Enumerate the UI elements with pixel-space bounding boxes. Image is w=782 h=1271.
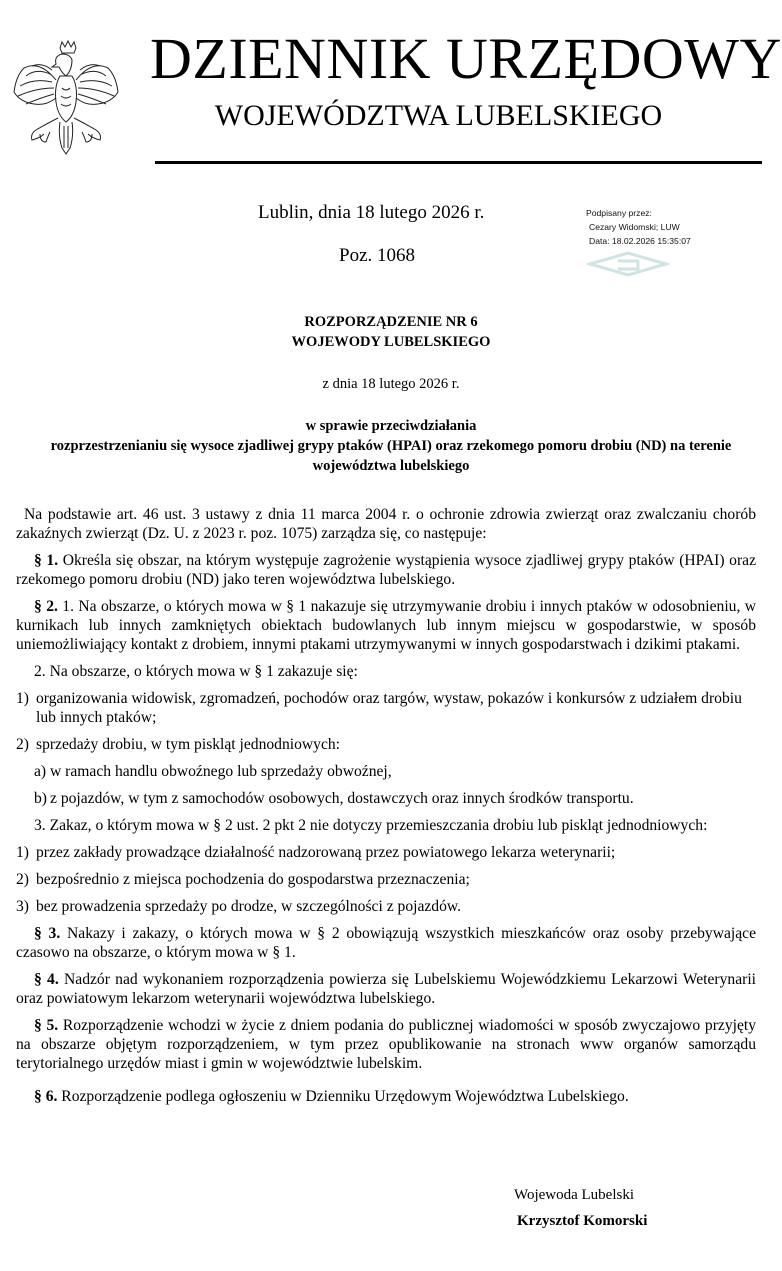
list-item-text: organizowania widowisk, zgromadzeń, pochodów oraz targów, wystaw, pokazów i konkursów z udziałem drobiu lub innych ptaków; (36, 690, 742, 726)
document-header (0, 312, 782, 476)
list-item-number: 2) (16, 736, 29, 753)
list-item-text: bezpośrednio z miejsca pochodzenia do gospodarstwa przeznaczenia; (36, 871, 470, 888)
paragraph-text: Określa się obszar, na którym występuje zagrożenie wystąpienia wysoce zjadliwej grypy ptaków (HPAI) oraz rzekomego pomoru drobiu (ND) jako teren województwa lubelskiego. (16, 552, 756, 588)
paragraph-4 (16, 970, 756, 1008)
signature-label: Podpisany przez: (586, 208, 652, 218)
paragraph-2-ust-3: 3. Zakaz, o którym mowa w § 2 ust. 2 pkt 2 nie dotyczy przemieszczania drobiu lub piskląt jednodniowych: (34, 817, 708, 834)
paragraph-text: Rozporządzenie podlega ogłoszeniu w Dzienniku Urzędowym Województwa Lubelskiego. (57, 1088, 629, 1105)
list-item-text: przez zakłady prowadzące działalność nadzorowaną przez powiatowego lekarza weterynarii; (36, 844, 616, 861)
list-item-number: 3) (16, 898, 29, 915)
paragraph-3 (16, 924, 756, 962)
position-number: Poz. 1068 (339, 245, 415, 266)
document-date: z dnia 18 lutego 2026 r. (322, 376, 460, 392)
list-item (16, 735, 756, 754)
list-item (16, 689, 756, 727)
paragraph-number: § 3. (34, 925, 61, 942)
subject-line-1: w sprawie przeciwdziałania (305, 418, 477, 434)
list-item (16, 870, 756, 889)
paragraph-number: § 6. (34, 1088, 58, 1105)
signature-date: Data: 18.02.2026 15:35:07 (589, 236, 691, 246)
list-item-number: 1) (16, 844, 29, 861)
document-type: ROZPORZĄDZENIE NR 6 (304, 314, 478, 330)
document-subject (0, 416, 782, 476)
paragraph-text: Rozporządzenie wchodzi w życie z dniem podania do publicznej wiadomości w sposób zwyczajowo przyjęty na obszarze objętym rozporządzeniem, w tym przez opublikowanie na stronach www organów samorządu terytorialnego urzędów miast i gmin w województwie lubelskim. (16, 1017, 757, 1072)
list-item-text: sprzedaży drobiu, w tym piskląt jednodniowych: (36, 736, 341, 753)
signer-title: Wojewoda Lubelski (514, 1187, 635, 1203)
signature-signer: Cezary Widomski; LUW (589, 222, 680, 232)
gazette-subtitle: WOJEWÓDZTWA LUBELSKIEGO (214, 99, 663, 132)
digital-signature-stamp-icon (586, 250, 670, 278)
paragraph-text: Nakazy i zakazy, o których mowa w § 2 obowiązują wszystkich mieszkańców oraz osoby przebywające czasowo na obszarze, o którym mowa w § 1. (16, 925, 757, 961)
digital-signature-block[interactable] (586, 206, 736, 248)
polish-eagle-emblem-icon (10, 40, 126, 168)
paragraph-number: § 4. (34, 971, 59, 988)
sub-item-text: z pojazdów, w tym z samochodów osobowych, dostawczych oraz innych środków transportu. (50, 790, 634, 807)
preamble: Na podstawie art. 46 ust. 3 ustawy z dnia 11 marca 2004 r. o ochronie zdrowia zwierząt oraz zwalczaniu chorób zakaźnych zwierząt (Dz. U. z 2023 r. poz. 1075) zarządza się, co następuje: (16, 506, 756, 542)
paragraph-number: § 2. (34, 598, 58, 615)
paragraph-6 (16, 1087, 756, 1106)
sub-item-text: w ramach handlu obwoźnego lub sprzedaży obwoźnej, (50, 763, 392, 780)
subject-line-2: rozprzestrzenianiu się wysoce zjadliwej grypy ptaków (HPAI) oraz rzekomego pomoru drobiu (ND) na terenie województwa lubelskiego (50, 438, 732, 474)
list-item-text: bez prowadzenia sprzedaży po drodze, w szczególności z pojazdów. (36, 898, 462, 915)
paragraph-text: 1. Na obszarze, o których mowa w § 1 nakazuje się utrzymywanie drobiu i innych ptaków w odosobnieniu, w kurnikach lub innych zamkniętych obiektach budowlanych lub innym miejscu w gospodarstwie, w sposób uniemożliwiający kontakt z drobiem, innymi ptakami utrzymywanymi w innych gospodarstwach i dzikimi ptakami. (16, 598, 757, 653)
sub-list-item (34, 789, 756, 808)
list-item (16, 897, 756, 916)
list-item-number: 2) (16, 871, 29, 888)
signer-name: Krzysztof Komorski (517, 1213, 648, 1229)
document-body (16, 505, 756, 1114)
document-issuer: WOJEWODY LUBELSKIEGO (291, 334, 491, 350)
paragraph-5 (16, 1016, 756, 1073)
sub-list-item (34, 762, 756, 781)
paragraph-text: Nadzór nad wykonaniem rozporządzenia powierza się Lubelskiemu Wojewódzkiemu Lekarzowi Weterynarii oraz powiatowym lekarzom weterynarii województwa lubelskiego. (16, 971, 756, 1007)
paragraph-2-ust-2: 2. Na obszarze, o których mowa w § 1 zakazuje się: (34, 663, 358, 680)
place-and-date: Lublin, dnia 18 lutego 2026 r. (258, 202, 485, 223)
title-divider (155, 161, 762, 164)
sub-item-letter: b) (34, 790, 47, 807)
sub-item-letter: a) (34, 763, 47, 780)
paragraph-2 (16, 597, 756, 654)
signer-block (514, 1185, 647, 1231)
paragraph-number: § 5. (34, 1017, 59, 1034)
paragraph-number: § 1. (34, 552, 59, 569)
list-item (16, 843, 756, 862)
paragraph-1 (16, 551, 756, 589)
list-item-number: 1) (16, 690, 29, 707)
gazette-title: DZIENNIK URZĘDOWY (150, 26, 782, 91)
